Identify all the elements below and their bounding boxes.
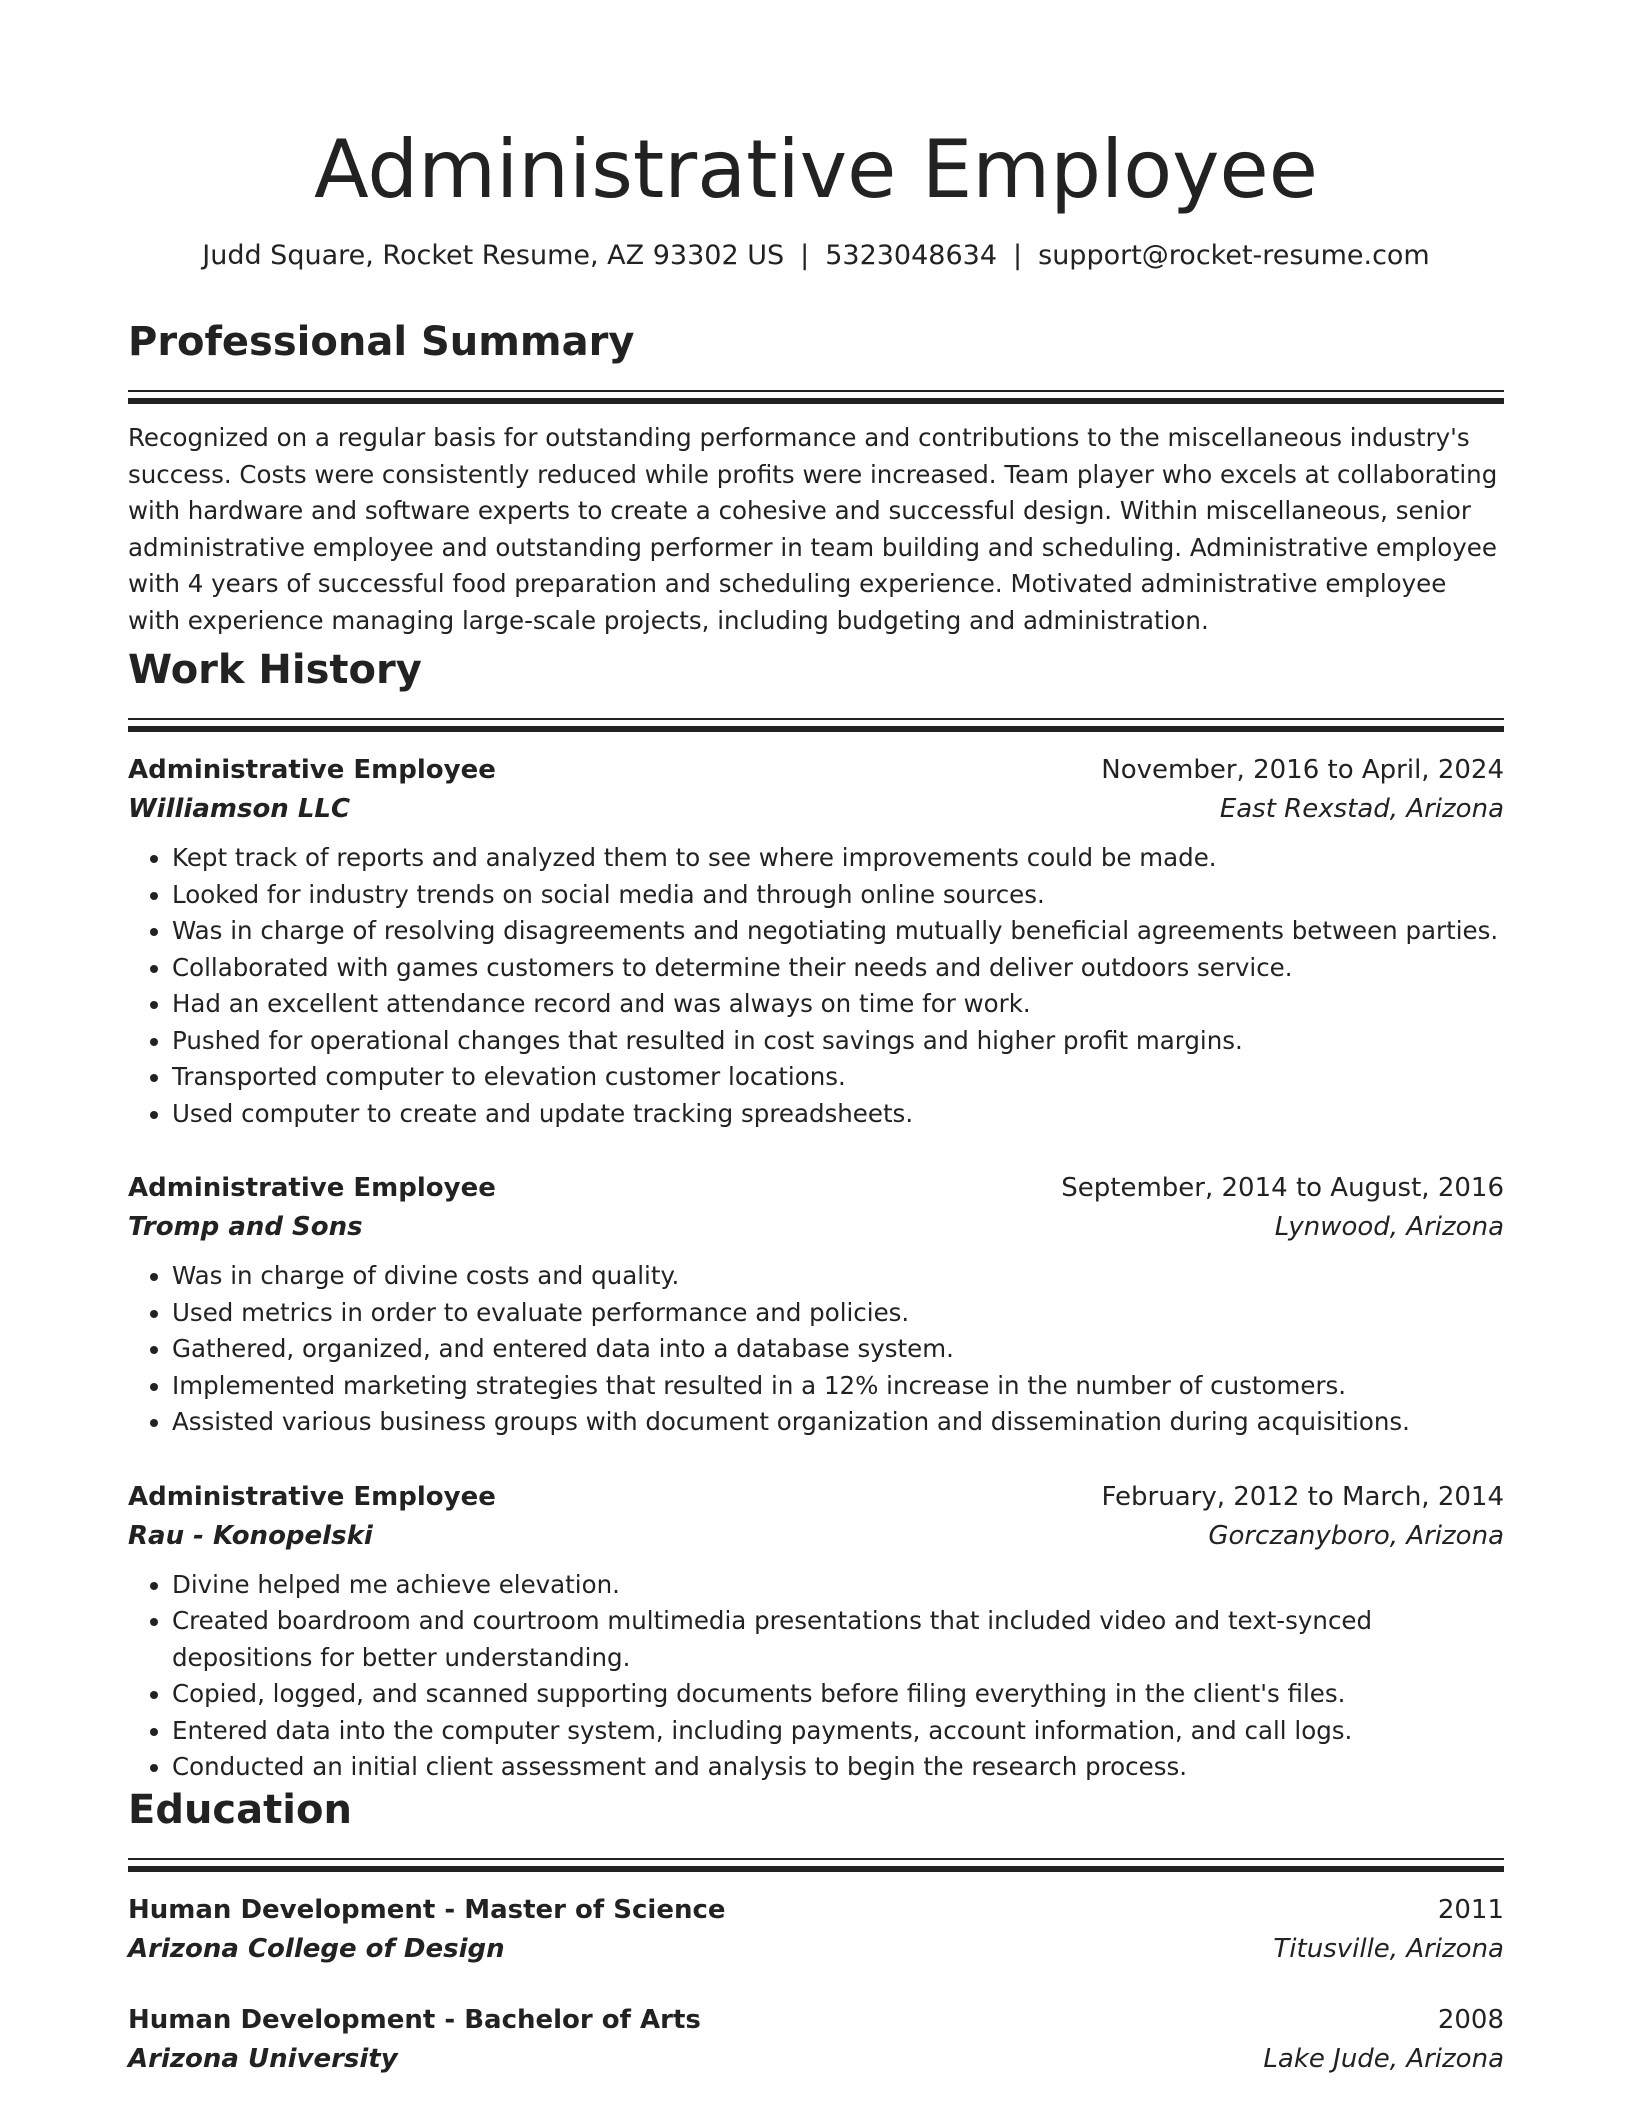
education-entry — [128, 2000, 1504, 2078]
education-school-row — [128, 2040, 1504, 2078]
job-dates: September, 2014 to August, 2016 — [1061, 1173, 1504, 1203]
job-bullet: • Gathered, organized, and entered data into a database system. — [172, 1331, 1504, 1368]
job-header-row — [128, 750, 1504, 790]
job-bullet: • Conducted an initial client assessment and analysis to begin the research process. — [172, 1749, 1504, 1786]
contact-separator: | — [1013, 240, 1023, 271]
job-company: Tromp and Sons — [128, 1212, 363, 1242]
job-entry — [128, 1168, 1504, 1441]
job-bullet: • Entered data into the computer system, including payments, account information, and call logs. — [172, 1713, 1504, 1750]
contact-address: Judd Square, Rocket Resume, AZ 93302 US — [202, 240, 785, 271]
education-header-row — [128, 1890, 1504, 1930]
contact-email: support@rocket-resume.com — [1038, 240, 1430, 271]
job-entry — [128, 1477, 1504, 1786]
education-year: 2011 — [1437, 1895, 1504, 1925]
education-year: 2008 — [1437, 2005, 1504, 2035]
job-location: Lynwood, Arizona — [1274, 1212, 1504, 1242]
job-company-row — [128, 790, 1504, 828]
job-company: Rau - Konopelski — [128, 1520, 373, 1551]
job-header-row — [128, 1477, 1504, 1517]
job-bullet: • Was in charge of divine costs and quality. — [172, 1258, 1504, 1295]
education-location: Lake Jude, Arizona — [1263, 2044, 1504, 2074]
job-title: Administrative Employee — [128, 1173, 496, 1203]
education-degree: Human Development - Bachelor of Arts — [128, 2005, 701, 2035]
job-bullet: • Assisted various business groups with document organization and dissemination during acquisitions. — [172, 1404, 1504, 1441]
job-company-row — [128, 1208, 1504, 1246]
resume-header — [0, 120, 1632, 274]
job-bullet: • Created boardroom and courtroom multimedia presentations that included video and text-synced depositions for better understanding. — [172, 1603, 1504, 1676]
section-title-summary: Professional Summary — [128, 319, 635, 365]
candidate-name: Administrative Employee — [314, 123, 1318, 216]
section-rule-thick — [128, 1866, 1504, 1872]
job-bullet: • Implemented marketing strategies that resulted in a 12% increase in the number of customers. — [172, 1368, 1504, 1405]
job-bullet-list — [128, 1258, 1504, 1441]
job-location: Gorczanyboro, Arizona — [1208, 1520, 1504, 1551]
section-rule-thin — [128, 390, 1504, 392]
job-title: Administrative Employee — [128, 755, 496, 785]
job-header-row — [128, 1168, 1504, 1208]
section-rule-thin — [128, 1858, 1504, 1860]
job-bullet: • Transported computer to elevation customer locations. — [172, 1059, 1504, 1096]
section-title-work: Work History — [128, 647, 422, 693]
work-history-section — [128, 644, 1504, 1786]
job-bullet: • Kept track of reports and analyzed them to see where improvements could be made. — [172, 840, 1504, 877]
section-rule-thin — [128, 718, 1504, 720]
job-bullet-list — [128, 1567, 1504, 1786]
education-location: Titusville, Arizona — [1273, 1934, 1504, 1964]
job-bullet: • Was in charge of resolving disagreements and negotiating mutually beneficial agreements between parties. — [172, 913, 1504, 950]
summary-text: Recognized on a regular basis for outstanding performance and contributions to the miscellaneous industry's success. Costs were consistently reduced while profits were increased. Team player who excels at collaborating with hardware and software experts to create a cohesive and successful design. Within miscellaneous, senior administrative employee and outstanding performer in team building and scheduling. Administrative employee with 4 years of successful food preparation and scheduling experience. Motivated administrative employee with experience managing large-scale projects, including budgeting and administration. — [128, 423, 1498, 635]
job-title: Administrative Employee — [128, 1481, 496, 1512]
job-entry — [128, 750, 1504, 1132]
education-school-row — [128, 1930, 1504, 1968]
education-section — [128, 1784, 1504, 2078]
job-bullet: • Looked for industry trends on social media and through online sources. — [172, 877, 1504, 914]
contact-separator: | — [800, 240, 810, 271]
section-rule-thick — [128, 398, 1504, 404]
job-bullet: • Used computer to create and update tracking spreadsheets. — [172, 1096, 1504, 1133]
job-company: Williamson LLC — [128, 794, 351, 824]
job-bullet: • Used metrics in order to evaluate performance and policies. — [172, 1295, 1504, 1332]
job-bullet: • Had an excellent attendance record and was always on time for work. — [172, 986, 1504, 1023]
job-dates: February, 2012 to March, 2014 — [1101, 1481, 1504, 1512]
job-location: East Rexstad, Arizona — [1219, 794, 1504, 824]
professional-summary-section — [128, 316, 1504, 664]
contact-phone: 5323048634 — [825, 240, 998, 271]
job-bullet: • Copied, logged, and scanned supporting documents before filing everything in the client's files. — [172, 1676, 1504, 1713]
contact-line — [0, 238, 1632, 274]
section-title-education: Education — [128, 1787, 352, 1833]
education-header-row — [128, 2000, 1504, 2040]
job-bullet-list — [128, 840, 1504, 1132]
education-degree: Human Development - Master of Science — [128, 1895, 726, 1925]
section-rule-thick — [128, 726, 1504, 732]
job-dates: November, 2016 to April, 2024 — [1101, 755, 1504, 785]
job-company-row — [128, 1517, 1504, 1555]
job-bullet: • Collaborated with games customers to determine their needs and deliver outdoors service. — [172, 950, 1504, 987]
job-bullet: • Pushed for operational changes that resulted in cost savings and higher profit margins. — [172, 1023, 1504, 1060]
education-entry — [128, 1890, 1504, 1968]
education-school: Arizona University — [128, 2044, 398, 2074]
education-school: Arizona College of Design — [128, 1934, 505, 1964]
job-bullet: • Divine helped me achieve elevation. — [172, 1567, 1504, 1604]
